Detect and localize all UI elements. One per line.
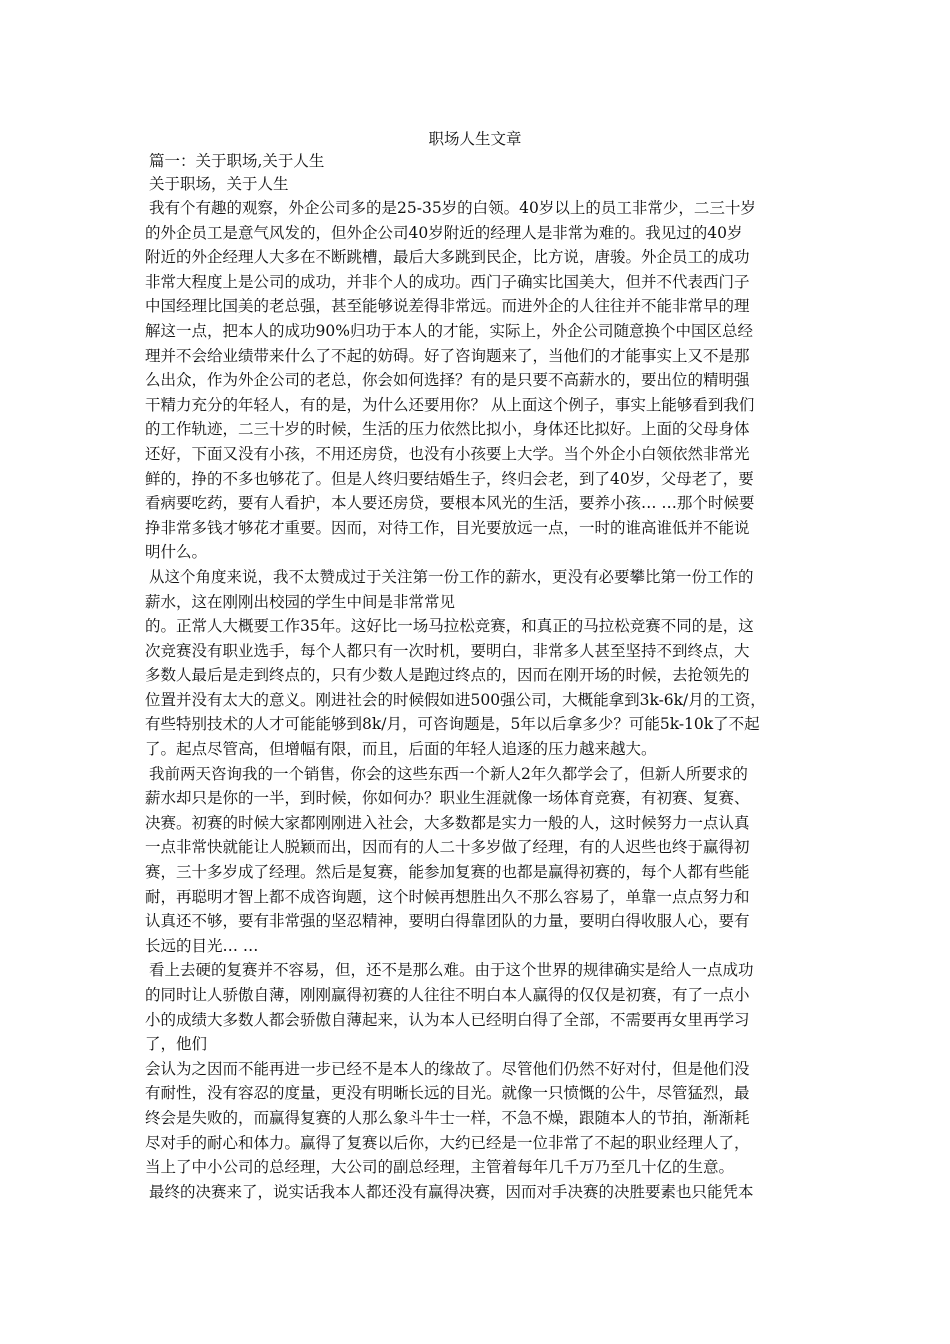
section-heading: 篇一：关于职场,关于人生 <box>149 152 325 170</box>
body-line: 赛，三十多岁成了经理。然后是复赛，能参加复赛的也都是赢得初赛的，每个人都有些能 <box>145 863 750 882</box>
body-line: 有耐性，没有容忍的度量，更没有明晰长远的目光。就像一只愤慨的公牛，尽管猛烈，最 <box>145 1084 750 1103</box>
body-line: 的。正常人大概要工作35年。这好比一场马拉松竞赛，和真正的马拉松竞赛不同的是，这 <box>145 617 754 636</box>
body-line: 的同时让人骄傲自薄，刚刚赢得初赛的人往往不明白本人赢得的仅仅是初赛，有了一点小 <box>145 986 750 1004</box>
body-line: 耐，再聪明才智上都不成咨询题，这个时候再想胜出久不那么容易了，单靠一点点努力和 <box>145 887 750 906</box>
body-line: 当上了中小公司的总经理，大公司的副总经理，主管着每年几千万乃至几十亿的生意。 <box>145 1158 735 1177</box>
body-line: 的外企员工是意气风发的，但外企公司40岁附近的经理人是非常为难的。我见过的40岁 <box>145 223 743 242</box>
body-line: 明什么。 <box>145 543 208 562</box>
body-line: 决赛。初赛的时候大家都刚刚进入社会，大多数都是实力一般的人，这时候努力一点认真 <box>145 813 750 832</box>
article-subtitle: 关于职场，关于人生 <box>149 175 289 193</box>
body-line: 长远的目光… … <box>145 936 259 955</box>
body-line: 么出众，作为外企公司的老总，你会如何选择？有的是只要不高薪水的，要出位的精明强 <box>145 371 750 390</box>
body-line: 终会是失败的，而赢得复赛的人那么象斗牛士一样，不急不燥，跟随本人的节拍，渐渐耗 <box>145 1108 750 1127</box>
body-line: 我有个有趣的观察，外企公司多的是25-35岁的白领。40岁以上的员工非常少，二三十岁 <box>149 199 756 217</box>
body-line: 多数人最后是走到终点的，只有少数人是跑过终点的，因而在刚开场的时候，去抢领先的 <box>145 666 750 685</box>
body-line: 非常大程度上是公司的成功，并非个人的成功。西门子确实比国美大，但并不代表西门子 <box>145 272 750 291</box>
body-line: 理并不会给业绩带来什么了不起的妨碍。好了咨询题来了，当他们的才能事实上又不是那 <box>145 346 750 365</box>
body-line: 中国经理比国美的老总强，甚至能够说差得非常远。而进外企的人往往并不能非常早的理 <box>145 297 750 316</box>
body-line: 会认为之因而不能再进一步已经不是本人的缘故了。尽管他们仍然不好对付，但是他们没 <box>145 1059 750 1078</box>
body-line: 解这一点，把本人的成功90%归功于本人的才能，实际上，外企公司随意换个中国区总经 <box>145 321 753 340</box>
body-line: 薪水，这在刚刚出校园的学生中间是非常常见 <box>145 592 456 611</box>
body-line: 还好，下面又没有小孩，不用还房贷，也没有小孩要上大学。当个外企小白领依然非常光 <box>145 444 750 463</box>
body-line: 看上去硬的复赛并不容易，但，还不是那么难。由于这个世界的规律确实是给人一点成功 <box>149 961 754 980</box>
body-line: 鲜的，挣的不多也够花了。但是人终归要结婚生子，终归会老，到了40岁，父母老了，要 <box>145 469 754 488</box>
body-line: 挣非常多钱才够花才重要。因而，对待工作，目光要放远一点，一时的谁高谁低并不能说 <box>145 518 750 537</box>
body-line: 位置并没有太大的意义。刚进社会的时候假如进500强公司，大概能拿到3k-6k/月的工资， <box>145 690 766 709</box>
body-line: 小的成绩大多数人都会骄傲自薄起来，认为本人已经明白得了全部，不需要再女里再学习 <box>145 1010 750 1029</box>
body-line: 了，他们 <box>145 1035 208 1054</box>
body-line: 一点非常快就能让人脱颖而出，因而有的人二十多岁做了经理，有的人迟些也终于赢得初 <box>145 838 750 857</box>
body-line: 我前两天咨询我的一个销售，你会的这些东西一个新人2年久都学会了，但新人所要求的 <box>149 764 748 783</box>
body-line: 干精力充分的年轻人，有的是，为什么还要用你？ 从上面这个例子，事实上能够看到我们 <box>145 395 755 414</box>
body-line: 认真还不够，要有非常强的坚忍精神，要明白得靠团队的力量，要明白得收服人心，要有 <box>145 912 750 931</box>
body-line: 从这个角度来说，我不太赞成过于关注第一份工作的薪水，更没有必要攀比第一份工作的 <box>149 567 754 586</box>
body-line: 薪水却只是你的一半，到时候，你如何办？职业生涯就像一场体育竞赛，有初赛、复赛、 <box>145 789 750 808</box>
body-line: 的工作轨迹，二三十岁的时候，生活的压力依然比拟小，身体还比拟好。上面的父母身体 <box>145 420 750 439</box>
body-line: 了。起点尽管高，但增幅有限，而且，后面的年轻人追逐的压力越来越大。 <box>145 740 657 759</box>
document-title: 职场人生文章 <box>428 130 522 148</box>
body-line: 有些特别技术的人才可能能够到8k/月，可咨询题是，5年以后拿多少？可能5k-10k了不起 <box>145 715 760 734</box>
body-line: 次竞赛没有职业选手，每个人都只有一次时机，要明白，非常多人甚至坚持不到终点，大 <box>145 641 750 660</box>
document-body <box>145 150 813 1204</box>
body-line: 附近的外企经理人大多在不断跳槽，最后大多跳到民企，比方说，唐骏。外企员工的成功 <box>145 248 750 267</box>
body-line: 看病要吃药，要有人看护，本人要还房贷，要根本风光的生活，要养小孩… …那个时候要 <box>145 494 755 513</box>
body-line: 最终的决赛来了，说实话我本人都还没有赢得决赛，因而对手决赛的决胜要素也只能凭本 <box>149 1182 754 1201</box>
body-line: 尽对手的耐心和体力。赢得了复赛以后你，大约已经是一位非常了不起的职业经理人了， <box>145 1133 750 1152</box>
